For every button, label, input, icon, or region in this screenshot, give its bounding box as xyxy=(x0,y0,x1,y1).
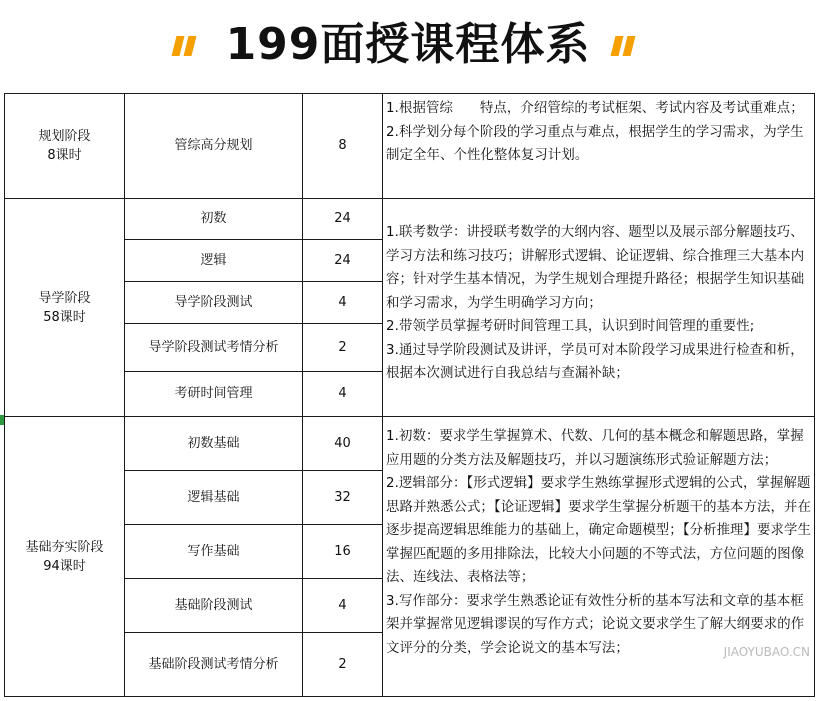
course-name: 导学阶段测试考情分析 xyxy=(125,324,303,372)
stage-hours: 58课时 xyxy=(43,309,86,325)
description-line: 1.根据管综 特点，介绍管综的考试框架、考试内容及考试重难点； xyxy=(386,101,804,116)
stage-name: 规划阶段 xyxy=(38,129,91,144)
stage-cell xyxy=(5,94,125,199)
course-name: 初数基础 xyxy=(125,417,303,471)
description-line: 1.联考数学：讲授联考数学的大纲内容、题型以及展示部分解题技巧、学习方法和练习技巧；讲解形式逻辑、论证逻辑、综合推理三大基本内容；针对学生基本情况，为学生规划合理提升路径；根据学生知识基础和学习需求，为学生明确学习方向； xyxy=(386,225,805,311)
stage-hours: 94课时 xyxy=(43,558,86,574)
course-hours: 4 xyxy=(303,372,383,417)
course-hours: 24 xyxy=(303,199,383,240)
table-row xyxy=(5,417,815,471)
course-hours: 24 xyxy=(303,240,383,282)
course-name: 初数 xyxy=(125,199,303,240)
course-hours: 4 xyxy=(303,282,383,324)
description-line: 2.带领学员掌握考研时间管理工具，认识到时间管理的重要性; xyxy=(386,319,755,334)
course-hours: 32 xyxy=(303,471,383,525)
course-name: 写作基础 xyxy=(125,525,303,579)
course-hours: 2 xyxy=(303,633,383,697)
stage-cell xyxy=(5,417,125,697)
table-row xyxy=(5,94,815,199)
course-name: 考研时间管理 xyxy=(125,372,303,417)
description-line: 1.初数：要求学生掌握算术、代数、几何的基本概念和解题思路，掌握应用题的分类方法及解题技巧，并以习题演练形式验证解题方法； xyxy=(386,429,804,468)
stage-name: 基础夯实阶段 xyxy=(25,539,104,555)
course-name: 导学阶段测试 xyxy=(125,282,303,324)
course-hours: 4 xyxy=(303,579,383,633)
course-hours: 40 xyxy=(303,417,383,471)
course-hours: 8 xyxy=(303,94,383,199)
page-title: 199面授课程体系 xyxy=(225,19,591,70)
course-hours: 16 xyxy=(303,525,383,579)
watermark xyxy=(640,645,810,695)
course-name: 基础阶段测试 xyxy=(125,579,303,633)
course-name: 管综高分规划 xyxy=(125,94,303,199)
stage-name: 导学阶段 xyxy=(38,290,91,306)
page-header xyxy=(0,0,816,92)
course-name: 基础阶段测试考情分析 xyxy=(125,633,303,697)
stage-description xyxy=(383,94,815,199)
stage-description xyxy=(383,199,815,417)
right-quote-icon xyxy=(611,36,637,56)
description-line: 2.逻辑部分：【形式逻辑】要求学生熟练掌握形式逻辑的公式，掌握解题思路并熟悉公式；【论证逻辑】要求学生掌握分析题干的基本方法，并在逐步提高逻辑思维能力的基础上，确定命题模型；【分析推理】要求学生掌握匹配题的多用排除法，比较大小问题的不等式法，方位问题的图像法、连线法、表格法等； xyxy=(386,476,811,585)
course-name: 逻辑基础 xyxy=(125,471,303,525)
stage-hours: 8课时 xyxy=(47,148,82,163)
watermark-line: JIAOYUBAO.CN xyxy=(723,645,810,659)
description-line: 3.写作部分：要求学生熟悉论证有效性分析的基本写法和文章的基本框架并掌握常见逻辑谬误的写作方式；论说文要求学生了解大纲要求的作文评分的分类，学会论说文的基本写法； xyxy=(386,593,805,656)
course-hours: 2 xyxy=(303,324,383,372)
course-name: 逻辑 xyxy=(125,240,303,282)
stage-cell xyxy=(5,199,125,417)
table-row xyxy=(5,199,815,240)
course-table xyxy=(4,93,815,697)
description-line: 3.通过导学阶段测试及讲评，学员可对本阶段学习成果进行检查和析，根据本次测试进行自我总结与查漏补缺； xyxy=(386,342,804,381)
description-line: 2.科学划分每个阶段的学习重点与难点，根据学生的学习需求，为学生制定全年、个性化整体复习计划。 xyxy=(386,124,804,163)
